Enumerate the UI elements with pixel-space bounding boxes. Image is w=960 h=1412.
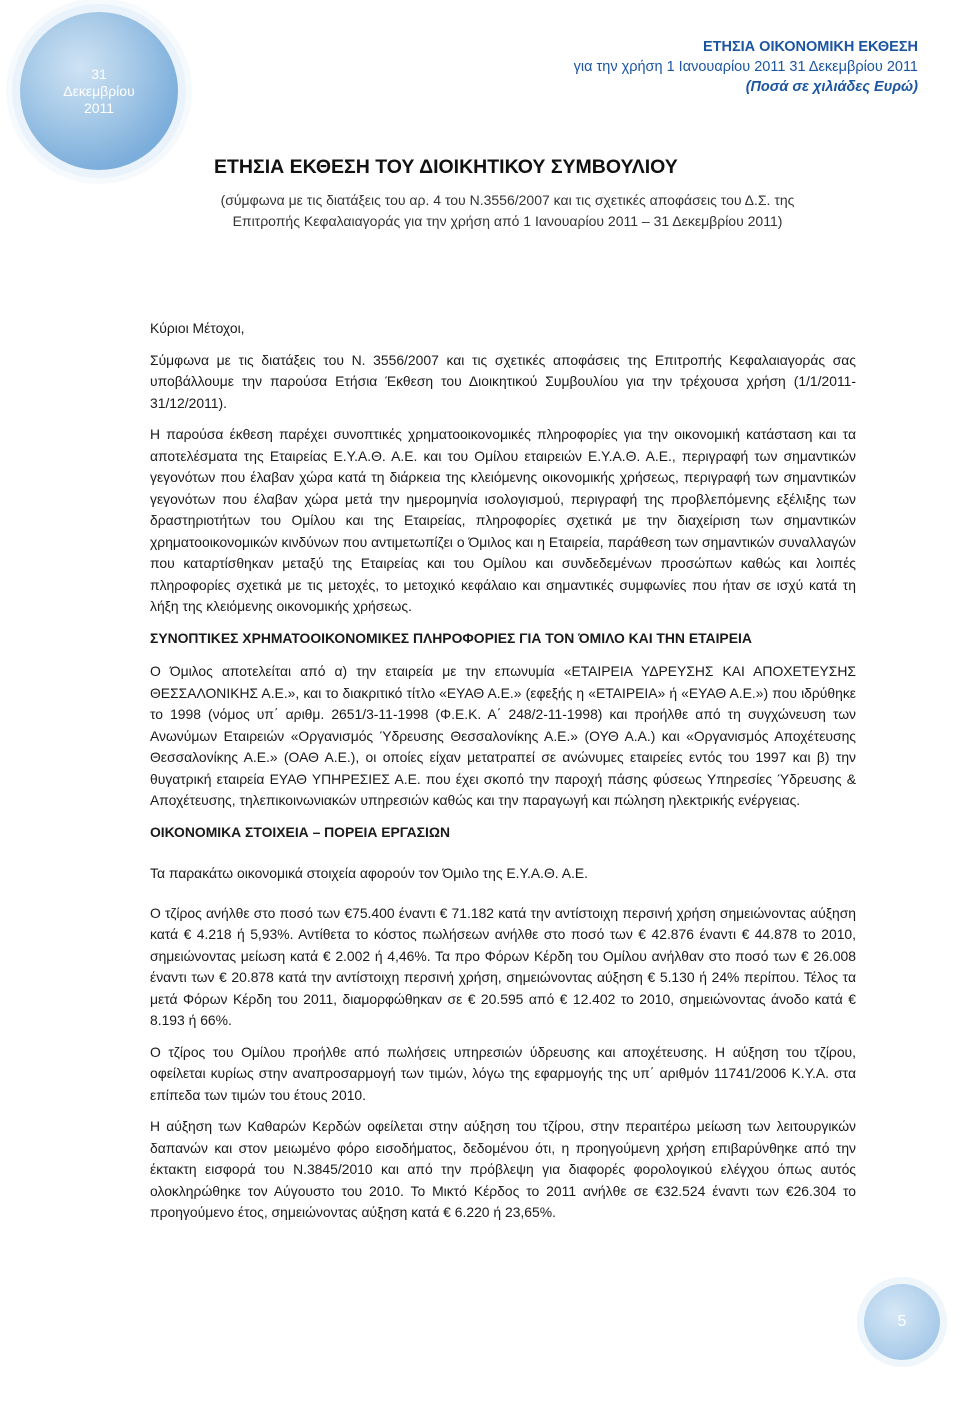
header-title: ΕΤΗΣΙΑ ΟΙΚΟΝΟΜΙΚΗ ΕΚΘΕΣΗ bbox=[702, 39, 918, 55]
page-number-badge bbox=[864, 1284, 940, 1360]
page-title: ΕΤΗΣΙΑ ΕΚΘΕΣΗ ΤΟΥ ΔΙΟΙΚΗΤΙΚΟΥ ΣΥΜΒΟΥΛΙΟΥ bbox=[214, 156, 678, 178]
paragraph-intro: Σύμφωνα με τις διατάξεις του Ν. 3556/2007 και τις σχετικές αποφάσεις της Επιτροπής Κεφαλαιαγοράς σας υποβάλλουμε την παρούσα Ετήσια Έκθεση του Διοικητικού Συμβουλίου για την τρέχουσα χρήση (1/1/2011-31/12/2011). bbox=[150, 351, 856, 411]
paragraph-turnover: Ο τζίρος ανήλθε στο ποσό των €75.400 έναντι € 71.182 κατά την αντίστοιχη περσινή χρήση σημειώνοντας αύξηση κατά € 4.218 ή 5,93%. Αντίθετα το κόστος πωλήσεων ανήλθε στο ποσό των € 42.876 έναντι € 44.878 το 2010, σημειώνοντας μείωση κατά € 2.002 ή 4,46%. Τα προ Φόρων Κέρδη του Ομίλου ανήλθαν στο ποσό των € 26.008 έναντι των € 20.878 κατά την αντίστοιχη περσινή χρήση, σημειώνοντας αύξηση € 5.130 ή 24% περίπου. Τέλος τα μετά Φόρων Κέρδη του 2011, διαμορφώθηκαν σε € 20.595 από € 12.402 το 2010, σημειώνοντας άνοδο κατά € 8.193 ή 66%. bbox=[150, 904, 856, 1028]
badge-month: Δεκεμβρίου bbox=[63, 82, 135, 99]
date-badge bbox=[20, 12, 178, 170]
section-heading-summary: ΣΥΝΟΠΤΙΚΕΣ ΧΡΗΜΑΤΟΟΙΚΟΝΟΜΙΚΕΣ ΠΛΗΡΟΦΟΡΙΕΣ ΓΙΑ ΤΟΝ ΌΜΙΛΟ ΚΑΙ ΤΗΝ ΕΤΑΙΡΕΙΑ bbox=[150, 629, 752, 646]
report-body bbox=[150, 318, 856, 1234]
subtitle-line-1: (σύμφωνα με τις διατάξεις του αρ. 4 του Ν.3556/2007 και τις σχετικές αποφάσεις του Δ.Σ. της bbox=[220, 192, 795, 208]
badge-year: 2011 bbox=[83, 99, 115, 116]
paragraph-financials-intro: Τα παρακάτω οικονομικά στοιχεία αφορούν τον Όμιλο της Ε.Υ.Α.Θ. Α.Ε. bbox=[150, 865, 589, 881]
paragraph-group: Ο Όμιλος αποτελείται από α) την εταιρεία με την επωνυμία «ΕΤΑΙΡΕΙΑ ΥΔΡΕΥΣΗΣ ΚΑΙ ΑΠΟΧΕΤΕΥΣΗΣ ΘΕΣΣΑΛΟΝΙΚΗΣ Α.Ε.», και το διακριτικό τίτλο «ΕΥΑΘ Α.Ε.» (εφεξής η «ΕΤΑΙΡΕΙΑ» ή «ΕΥΑΘ Α.Ε.») που ιδρύθηκε το 1998 (νόμος υπ΄ αριθμ. 2651/3-11-1998 (Φ.Ε.Κ. Α΄ 248/2-11-1998) και προήλθε από τη συγχώνευση των Ανωνύμων Εταιρειών «Οργανισμός Ύδρευσης Θεσσαλονίκης Α.Ε.» (ΟΥΘ Α.Α.) και «Οργανισμός Αποχέτευσης Θεσσαλονίκης Α.Ε.» (ΟΑΘ Α.Ε.), οι οποίες είχαν μετατραπεί σε ανώνυμες εταιρείες εντός του 1997 και β) την θυγατρική εταιρεία ΕΥΑΘ ΥΠΗΡΕΣΙΕΣ Α.Ε. που έχει σκοπό την παροχή πάσης φύσεως Υπηρεσίες Ύδρευσης & Αποχέτευσης, τηλεπικοινωνιακών υπηρεσιών καθώς και την παραγωγή και πώληση ηλεκτρικής ενέργειας. bbox=[150, 663, 856, 808]
report-header bbox=[574, 37, 918, 97]
section-heading-financials: ΟΙΚΟΝΟΜΙΚΑ ΣΤΟΙΧΕΙΑ – ΠΟΡΕΙΑ ΕΡΓΑΣΙΩΝ bbox=[150, 823, 451, 840]
paragraph-net-profit: Η αύξηση των Καθαρών Κερδών οφείλεται στην αύξηση του τζίρου, στην περαιτέρω μείωση των λειτουργικών δαπανών και στον μειωμένο φόρο εισοδήματος, δεδομένου ότι, η προηγούμενη χρήση επιβαρύνθηκε από την έκτακτη εισφορά του Ν.3845/2010 και από την πρόβλεψη για διαφορές φορολογικού ελέγχου όπως αυτός ολοκληρώθηκε τον Αύγουστο του 2010. Το Μικτό Κέρδος το 2011 ανήλθε σε €32.524 έναντι των €26.304 το προηγούμενο έτος, σημειώνοντας αύξηση κατά € 6.220 ή 23,65%. bbox=[150, 1118, 856, 1220]
paragraph-scope: Η παρούσα έκθεση παρέχει συνοπτικές χρηματοοικονομικές πληροφορίες για την οικονομική κατάσταση και τα αποτελέσματα της Εταιρείας Ε.Υ.Α.Θ. Α.Ε. και του Ομίλου εταιρειών Ε.Υ.Α.Θ. Α.Ε., περιγραφή των σημαντικών γεγονότων που έλαβαν χώρα κατά τη διάρκεια της κλειόμενης οικονομικής χρήσεως, περιγραφή των σημαντικών γεγονότων που έλαβαν χώρα μετά την ημερομηνία ισολογισμού, περιγραφή της προβλεπόμενης εξέλιξης των δραστηριοτήτων του Ομίλου και της Εταιρείας, πληροφορίες σχετικά με την διαχείριση των σημαντικών χρηματοοικονομικών κινδύνων που αντιμετωπίζει ο Όμιλος και η Εταιρεία, παράθεση των σημαντικών συναλλαγών που καταρτίσθηκαν μεταξύ της Εταιρείας και του Ομίλου και συνδεδεμένων προσώπων καθώς και λοιπές πληροφορίες σχετικά με τις μετοχές, το μετοχικό κεφάλαιο και σημαντικές συμφωνίες που ήταν σε ισχύ κατά τη λήξη της κλειόμενης οικονομικής χρήσεως. bbox=[150, 426, 856, 614]
page-subtitle bbox=[150, 190, 865, 232]
greeting: Κύριοι Μέτοχοι, bbox=[150, 320, 245, 336]
subtitle-line-2: Επιτροπής Κεφαλαιαγοράς για την χρήση από 1 Ιανουαρίου 2011 – 31 Δεκεμβρίου 2011) bbox=[232, 213, 783, 229]
paragraph-turnover-source: Ο τζίρος του Ομίλου προήλθε από πωλήσεις υπηρεσιών ύδρευσης και αποχέτευσης. Η αύξηση του τζίρου, οφείλεται κυρίως στην αναπροσαρμογή των τιμών, λόγω της εφαρμογής της υπ΄ αριθμόν 11741/2006 Κ.Υ.Α. στα επίπεδα των τιμών του έτους 2010. bbox=[150, 1043, 856, 1103]
page-number: 5 bbox=[897, 1313, 907, 1330]
badge-day: 31 bbox=[91, 65, 107, 82]
header-note: (Ποσά σε χιλιάδες Ευρώ) bbox=[745, 79, 918, 95]
header-period: για την χρήση 1 Ιανουαρίου 2011 31 Δεκεμβρίου 2011 bbox=[573, 59, 918, 75]
